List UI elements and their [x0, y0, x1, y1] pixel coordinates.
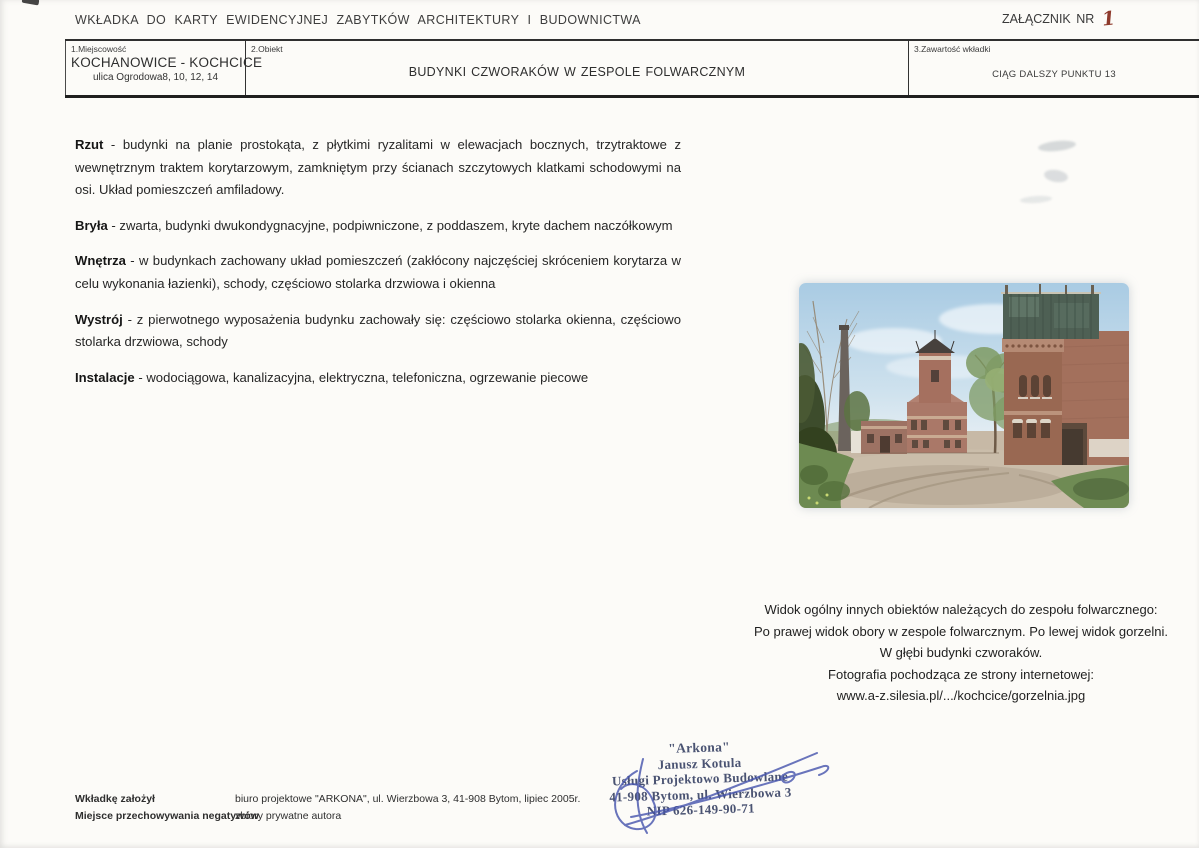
separator: - [134, 369, 147, 385]
scan-smudge [1043, 168, 1069, 184]
paragraph-bryla [75, 215, 681, 238]
footer-value: zbiory prywatne autora [235, 810, 342, 822]
stamp-line: Usługi Projektowo Budowlane [611, 768, 789, 789]
caption-line: Widok ogólny innych obiektów należących do zespołu folwarcznego: [764, 602, 1158, 617]
stamp-line: "Arkona" [668, 739, 731, 756]
stamp-line: NIP 626-149-90-71 [646, 800, 756, 819]
term-instalacje: Instalacje [75, 369, 135, 385]
caption-line: Po prawej widok obory w zespole folwarcznym. Po lewej widok gorzelni. [753, 623, 1168, 639]
contents-label: 3.Zawartość wkładki [914, 44, 991, 54]
text-rzut: budynki na planie prostokąta, z płytkimi ryzalitami w elewacjach bocznych, trzytraktowe z wewnętrznym traktem korytarzowym, zamkniętym przy ścianach szczytowych klatkami schodowymi na osi. Układ pomieszczeń amfiladowy. [75, 137, 682, 198]
cell-place [65, 41, 263, 95]
document-title: WKŁADKA DO KARTY EWIDENCYJNEJ ZABYTKÓW ARCHITEKTURY I BUDOWNICTWA [75, 13, 641, 27]
attachment-label: ZAŁĄCZNIK NR [1002, 12, 1095, 26]
attachment-number-handwritten: 1 [1101, 7, 1117, 31]
stamp-line: Janusz Kotula [657, 754, 742, 772]
term-wnetrza: Wnętrza [75, 253, 126, 269]
photo [799, 283, 1129, 508]
footer-metadata [75, 792, 675, 823]
caption-line: www.a-z.silesia.pl/.../kochcice/gorzelnia.jpg [836, 688, 1086, 704]
cell-object [246, 41, 909, 95]
contents-value: CIĄG DALSZY PUNKTU 13 [992, 69, 1116, 80]
scan-corner-mark [22, 0, 40, 5]
stamp-line: 41-908 Bytom, ul. Wierzbowa 3 [609, 784, 792, 805]
object-label: 2.Obiekt [251, 44, 283, 54]
place-address: ulica Ogrodowa8, 10, 12, 14 [92, 72, 219, 83]
scan-smudge [1020, 195, 1052, 204]
footer-value: biuro projektowe "ARKONA", ul. Wierzbowa 3, 41-908 Bytom, lipiec 2005r. [235, 793, 581, 805]
footer-label: Miejsce przechowywania negatywów [75, 810, 259, 822]
term-rzut: Rzut [75, 137, 104, 152]
attachment-header [1002, 7, 1117, 31]
caption-line: Fotografia pochodząca ze strony internetowej: [828, 666, 1094, 682]
photo-illustration [799, 283, 1129, 508]
photo-caption [724, 599, 1198, 707]
scan-smudge [1038, 139, 1077, 153]
text-bryla: zwarta, budynki dwukondygnacyjne, podpiwniczone, z poddaszem, kryte dachem naczółkowym [119, 217, 673, 233]
paragraph-wystroj [75, 309, 681, 354]
separator: - [103, 137, 123, 152]
paragraph-wnetrza [75, 250, 681, 295]
description-section [75, 134, 681, 402]
paragraph-instalacje [75, 367, 681, 390]
separator: - [107, 217, 120, 233]
cell-contents [909, 41, 1199, 95]
place-name: KOCHANOWICE - KOCHCICE [71, 55, 263, 70]
paragraph-rzut [75, 134, 681, 202]
object-value: BUDYNKI CZWORAKÓW W ZESPOLE FOLWARCZNYM [408, 65, 746, 79]
place-label: 1.Miejscowość [71, 44, 127, 54]
text-instalacje: wodociągowa, kanalizacyjna, elektryczna, telefoniczna, ogrzewanie piecowe [146, 369, 589, 385]
separator: - [125, 253, 139, 269]
footer-label: Wkładkę założył [75, 793, 155, 805]
term-wystroj: Wystrój [75, 311, 123, 327]
separator: - [122, 311, 137, 327]
term-bryla: Bryła [75, 217, 108, 233]
text-wystroj: z pierwotnego wyposażenia budynku zachowały się: częściowo stolarka okienna, częściowo stolarka drzwiowa, schody [75, 311, 681, 350]
caption-line: W głębi budynki czworaków. [879, 645, 1043, 661]
info-table [65, 39, 1199, 98]
text-wnetrza: w budynkach zachowany układ pomieszczeń (zakłócony najczęściej skróceniem korytarza w celu wykonania łazienki), schody, częściowo stolarka drzwiowa i okienna [75, 253, 681, 291]
